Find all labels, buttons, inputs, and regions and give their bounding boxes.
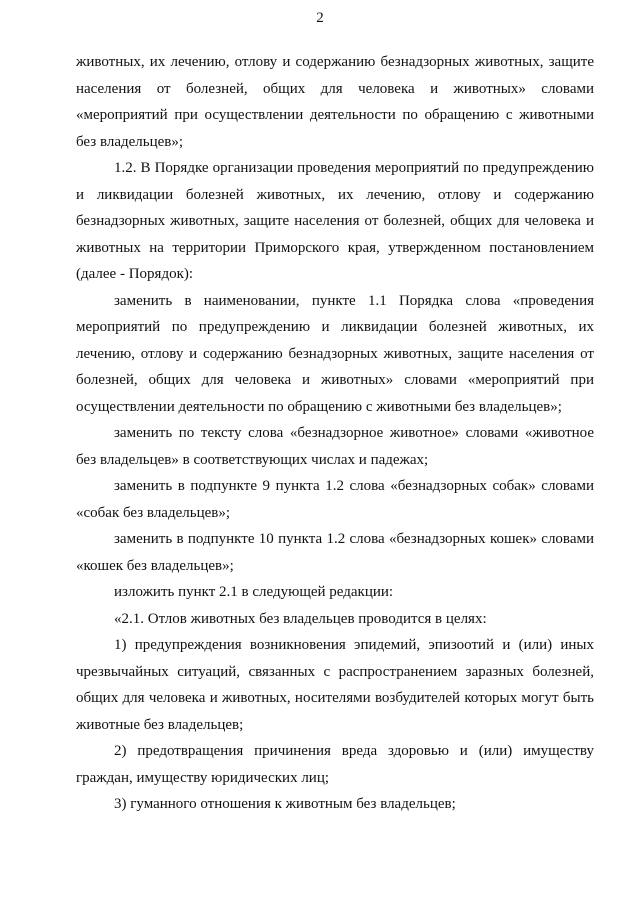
- paragraph-10: 2) предотвращения причинения вреда здоровью и (или) имуществу граждан, имуществу юридических лиц;: [76, 743, 594, 786]
- paragraph-1: животных, их лечению, отлову и содержанию безнадзорных животных, защите населения от болезней, общих для человека и животных» словами «мероприятий при осуществлении деятельности по обращению с животными без владельцев»;: [76, 54, 594, 150]
- paragraph-4: заменить по тексту слова «безнадзорное животное» словами «животное без владельцев» в соответствующих числах и падежах;: [76, 425, 594, 468]
- paragraph-3: заменить в наименовании, пункте 1.1 Порядка слова «проведения мероприятий по предупреждению и ликвидации болезней животных, их лечению, отлову и содержанию безнадзорных животных, защите населения от болезней, общих для человека и животных» словами «мероприятий при осуществлении деятельности по обращению с животными без владельцев»;: [76, 292, 594, 415]
- paragraph-5: заменить в подпункте 9 пункта 1.2 слова «безнадзорных собак» словами «собак без владельцев»;: [76, 478, 594, 521]
- paragraph-6: заменить в подпункте 10 пункта 1.2 слова «безнадзорных кошек» словами «кошек без владельцев»;: [76, 531, 594, 574]
- paragraph-2: 1.2. В Порядке организации проведения мероприятий по предупреждению и ликвидации болезней животных, их лечению, отлову и содержанию безнадзорных животных, защите населения от болезней, общих для человека и животных на территории Приморского края, утвержденном постановлением (далее - Порядок):: [76, 160, 594, 282]
- paragraph-8: «2.1. Отлов животных без владельцев проводится в целях:: [114, 610, 487, 627]
- paragraph-7: изложить пункт 2.1 в следующей редакции:: [114, 584, 394, 600]
- page-number: 2: [316, 10, 324, 26]
- document-body: [76, 49, 594, 818]
- paragraph-9: 1) предупреждения возникновения эпидемий, эпизоотий и (или) иных чрезвычайных ситуаций, связанных с распространением заразных болезней, общих для человека и животных, носителями возбудителей которых могут быть животные без владельцев;: [76, 637, 594, 733]
- paragraph-11: 3) гуманного отношения к животным без владельцев;: [114, 796, 456, 812]
